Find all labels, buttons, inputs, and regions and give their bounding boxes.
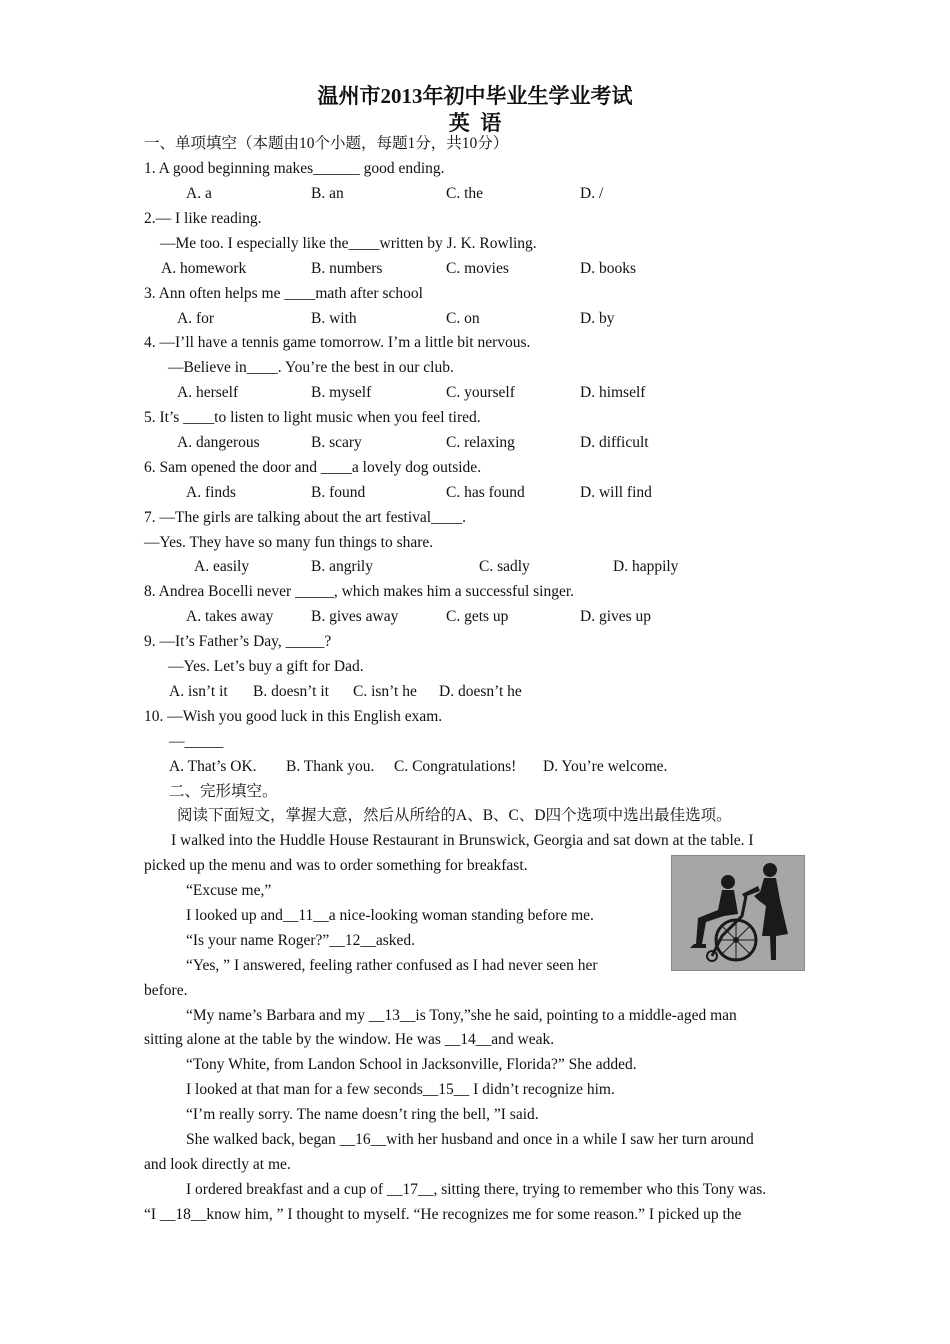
q2-option-d[interactable]: D. books xyxy=(580,260,636,277)
question-3: 3. Ann often helps me ____math after school xyxy=(144,285,423,302)
question-1: 1. A good beginning makes______ good ending. xyxy=(144,160,445,177)
q6-option-b[interactable]: B. found xyxy=(311,484,366,501)
question-4-reply: —Believe in____. You’re the best in our club. xyxy=(168,359,454,376)
q3-option-d[interactable]: D. by xyxy=(580,310,615,327)
q9-option-d[interactable]: D. doesn’t he xyxy=(439,683,522,700)
q2-option-b[interactable]: B. numbers xyxy=(311,260,383,277)
question-10: 10. —Wish you good luck in this English exam. xyxy=(144,708,443,725)
q1-option-c[interactable]: C. the xyxy=(446,185,484,202)
passage-line-9: sitting alone at the table by the window. He was __14__and weak. xyxy=(144,1031,555,1048)
question-5: 5. It’s ____to listen to light music when you feel tired. xyxy=(144,409,481,426)
passage-line-7: before. xyxy=(144,982,188,999)
q4-option-c[interactable]: C. yourself xyxy=(446,384,515,401)
q8-option-c[interactable]: C. gets up xyxy=(446,608,509,625)
passage-line-4: I looked up and__11__a nice-looking woman standing before me. xyxy=(186,907,594,924)
question-9: 9. —It’s Father’s Day, _____? xyxy=(144,633,332,650)
q1-option-a[interactable]: A. a xyxy=(186,185,212,202)
subject-title: 英 语 xyxy=(448,111,502,135)
section2-instruction: 阅读下面短文，掌握大意，然后从所给的A、B、C、D四个选项中选出最佳选项。 xyxy=(177,807,732,824)
passage-line-11: I looked at that man for a few seconds__15__ I didn’t recognize him. xyxy=(186,1081,615,1098)
q5-option-a[interactable]: A. dangerous xyxy=(177,434,260,451)
question-6: 6. Sam opened the door and ____a lovely dog outside. xyxy=(144,459,482,476)
passage-line-5: “Is your name Roger?”__12__asked. xyxy=(186,932,415,949)
passage-line-14: and look directly at me. xyxy=(144,1156,291,1173)
q10-option-d[interactable]: D. You’re welcome. xyxy=(543,758,668,775)
passage-line-15: I ordered breakfast and a cup of __17__, sitting there, trying to remember who this Tony was. xyxy=(186,1181,767,1198)
exam-title: 温州市2013年初中毕业生学业考试 xyxy=(317,84,633,108)
q5-option-c[interactable]: C. relaxing xyxy=(446,434,515,451)
question-4: 4. —I’ll have a tennis game tomorrow. I’m a little bit nervous. xyxy=(144,334,531,351)
passage-line-6: “Yes, ” I answered, feeling rather confused as I had never seen her xyxy=(186,957,598,974)
q1-option-b[interactable]: B. an xyxy=(311,185,344,202)
q7-option-c[interactable]: C. sadly xyxy=(479,558,530,575)
q5-option-d[interactable]: D. difficult xyxy=(580,434,649,451)
q5-option-b[interactable]: B. scary xyxy=(311,434,362,451)
q9-option-c[interactable]: C. isn’t he xyxy=(353,683,417,700)
q10-option-b[interactable]: B. Thank you. xyxy=(286,758,375,775)
passage-line-10: “Tony White, from Landon School in Jacksonville, Florida?” She added. xyxy=(186,1056,637,1073)
q6-option-c[interactable]: C. has found xyxy=(446,484,525,501)
q4-option-d[interactable]: D. himself xyxy=(580,384,646,401)
q2-option-a[interactable]: A. homework xyxy=(161,260,247,277)
q1-option-d[interactable]: D. / xyxy=(580,185,604,202)
passage-line-16: “I __18__know him, ” I thought to myself. “He recognizes me for some reason.” I picked up the xyxy=(144,1206,742,1223)
question-7: 7. —The girls are talking about the art festival____. xyxy=(144,509,466,526)
question-8: 8. Andrea Bocelli never _____, which makes him a successful singer. xyxy=(144,583,575,600)
q4-option-b[interactable]: B. myself xyxy=(311,384,372,401)
q2-option-c[interactable]: C. movies xyxy=(446,260,509,277)
question-2-reply: —Me too. I especially like the____written by J. K. Rowling. xyxy=(160,235,537,252)
section1-heading: 一、单项填空（本题由10个小题，每题1分，共10分） xyxy=(144,135,509,152)
q3-option-a[interactable]: A. for xyxy=(177,310,215,327)
question-7-reply: —Yes. They have so many fun things to share. xyxy=(144,534,434,551)
q7-option-b[interactable]: B. angrily xyxy=(311,558,373,575)
q4-option-a[interactable]: A. herself xyxy=(177,384,239,401)
q3-option-c[interactable]: C. on xyxy=(446,310,480,327)
question-10-reply: —_____ xyxy=(169,733,224,750)
passage-line-2: picked up the menu and was to order something for breakfast. xyxy=(144,857,528,874)
passage-line-1: I walked into the Huddle House Restaurant in Brunswick, Georgia and sat down at the table. I xyxy=(171,832,754,849)
passage-line-3: “Excuse me,” xyxy=(186,882,272,899)
passage-line-13: She walked back, began __16__with her husband and once in a while I saw her turn around xyxy=(186,1131,754,1148)
passage-line-8: “My name’s Barbara and my __13__is Tony,”she he said, pointing to a middle-aged man xyxy=(186,1007,737,1024)
q6-option-a[interactable]: A. finds xyxy=(186,484,236,501)
q6-option-d[interactable]: D. will find xyxy=(580,484,652,501)
q10-option-c[interactable]: C. Congratulations! xyxy=(394,758,517,775)
question-9-reply: —Yes. Let’s buy a gift for Dad. xyxy=(168,658,364,675)
q7-option-a[interactable]: A. easily xyxy=(194,558,250,575)
q10-option-a[interactable]: A. That’s OK. xyxy=(169,758,257,775)
wheelchair-silhouette-icon xyxy=(672,856,804,970)
q7-option-d[interactable]: D. happily xyxy=(613,558,679,575)
q8-option-a[interactable]: A. takes away xyxy=(186,608,274,625)
q9-option-b[interactable]: B. doesn’t it xyxy=(253,683,329,700)
wheelchair-illustration xyxy=(671,855,805,971)
q8-option-b[interactable]: B. gives away xyxy=(311,608,399,625)
question-2: 2.— I like reading. xyxy=(144,210,262,227)
q8-option-d[interactable]: D. gives up xyxy=(580,608,652,625)
q9-option-a[interactable]: A. isn’t it xyxy=(169,683,228,700)
q3-option-b[interactable]: B. with xyxy=(311,310,357,327)
passage-line-12: “I’m really sorry. The name doesn’t ring the bell, ”I said. xyxy=(186,1106,539,1123)
section2-heading: 二、完形填空。 xyxy=(169,783,278,800)
